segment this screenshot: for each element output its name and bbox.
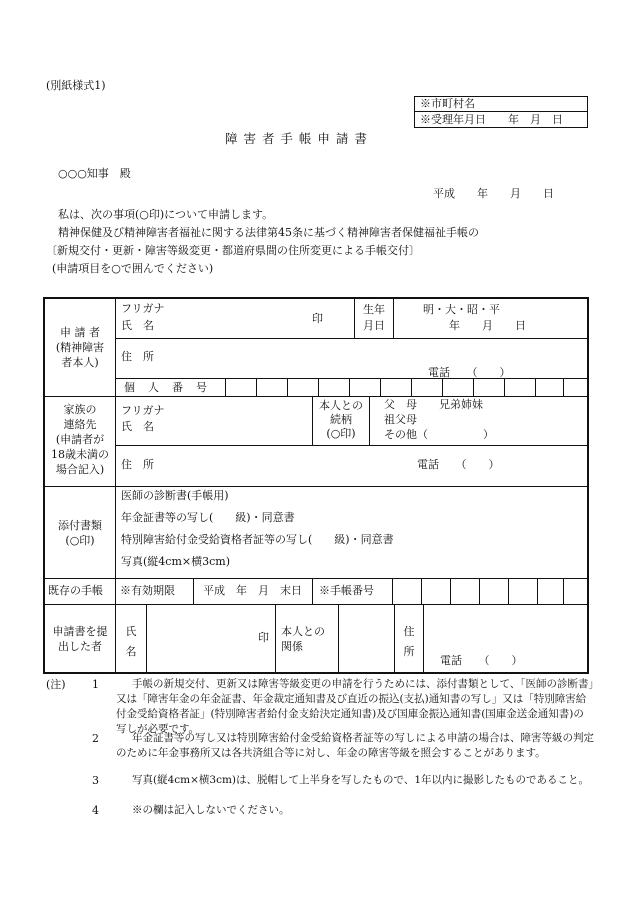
applicant-seal: 印 bbox=[312, 312, 323, 325]
attachment-medical-certificate: 医師の診断書(手帳用) bbox=[121, 489, 229, 502]
page-title: 障 害 者 手 帳 申 請 書 bbox=[225, 131, 368, 146]
note-1-text: 手帳の新規交付、更新又は障害等級変更の申請を行うためには、添付書類として、「医師の診断書」又は「障害年金の年金証書、年金裁定通知書及び直近の振込(支払)通知書の写し」又は「特別障害給付金受給資格者証」(特別障害者給付金支給決定通知書)及び国庫金振込通知書(国庫金送金通知書)の写しが必要です。 bbox=[116, 678, 594, 735]
applicant-furigana-label: フリガナ bbox=[121, 302, 165, 315]
validity-label: ※有効期限 bbox=[120, 584, 175, 597]
addressee: ○○○知事 殿 bbox=[58, 167, 131, 180]
submitter-section-label: 申請書を提 出した者 bbox=[52, 625, 108, 653]
attachment-special-benefit: 特別障害給付金受給資格者証等の写し( 級)・同意書 bbox=[121, 533, 394, 546]
attachments-section-label: 添付書類 (○印) bbox=[58, 519, 102, 547]
birth-era: 明・大・昭・平 bbox=[423, 303, 500, 316]
intro-line-2: 精神保健及び精神障害者福祉に関する法律第45条に基づく精神障害者保健福祉手帳の bbox=[58, 226, 479, 239]
note-3-text: 写真(縦4cm×横3cm)は、脱帽して上半身を写したもので、1年以内に撮影したものであること。 bbox=[132, 774, 589, 786]
applicant-address-label: 住 所 bbox=[121, 350, 154, 363]
attachment-pension-certificate: 年金証書等の写し( 級)・同意書 bbox=[121, 511, 295, 524]
applicant-name-label: 氏 名 bbox=[121, 319, 154, 332]
contact-phone: 電話 （ ） bbox=[417, 458, 500, 471]
note-4-number: 4 bbox=[92, 804, 99, 817]
contact-furigana-label: フリガナ bbox=[121, 404, 165, 417]
contact-relation-label: 本人との 続柄 (○印) bbox=[319, 399, 363, 440]
relation-option-other: その他（ ） bbox=[384, 428, 494, 441]
birth-label-1: 生年 bbox=[363, 303, 385, 316]
submitter-relation-label: 本人との 関係 bbox=[281, 625, 325, 653]
form-number: (別紙様式1) bbox=[46, 79, 106, 92]
note-3-number: 3 bbox=[92, 774, 99, 787]
applicant-section-label: 申 請 者 (精神障害 者本人) bbox=[55, 326, 105, 369]
relation-option-grandparents: 祖父母 bbox=[384, 413, 417, 426]
receipt-date-label: ※受理年月日 年 月 日 bbox=[420, 113, 563, 126]
intro-line-4: (申請項目を○で囲んでください) bbox=[52, 262, 214, 275]
existing-notebook-label: 既存の手帳 bbox=[48, 584, 103, 597]
birth-label-2: 月日 bbox=[363, 319, 385, 332]
contact-section-label: 家族の 連絡先 (申請者が 18歳未満の 場合記入) bbox=[51, 403, 109, 476]
validity-date: 平成 年 月 末日 bbox=[203, 584, 302, 597]
submitter-phone: 電話 （ ） bbox=[440, 654, 523, 667]
submitter-address-label: 住 所 bbox=[403, 625, 415, 658]
notebook-number-label: ※手帳番号 bbox=[319, 584, 374, 597]
attachment-photo: 写真(縦4cm×横3cm) bbox=[121, 555, 230, 568]
contact-name-label: 氏 名 bbox=[121, 420, 154, 433]
note-4-text: ※の欄は記入しないでください。 bbox=[132, 804, 290, 816]
note-1-number: 1 bbox=[92, 678, 99, 691]
applicant-phone: 電話 （ ） bbox=[428, 366, 511, 379]
municipality-label: ※市町村名 bbox=[420, 97, 475, 110]
relation-option-parents: 父 母 兄弟姉妹 bbox=[384, 398, 483, 411]
submitter-name-label: 氏 名 bbox=[125, 625, 137, 658]
my-number-label: 個 人 番 号 bbox=[124, 381, 208, 394]
submitter-seal: 印 bbox=[258, 631, 269, 644]
intro-line-1: 私は、次の事項(○印)について申請します。 bbox=[58, 208, 274, 221]
notes-label: (注) bbox=[46, 678, 66, 691]
birth-ymd: 年 月 日 bbox=[449, 319, 526, 332]
application-date: 平成 年 月 日 bbox=[433, 187, 554, 200]
intro-line-3: 〔新規交付・更新・障害等級変更・都道府県間の住所変更による手帳交付〕 bbox=[46, 244, 420, 257]
note-2-number: 2 bbox=[92, 732, 99, 745]
note-2-text: 年金証書等の写し又は特別障害給付金受給資格者証等の写しによる申請の場合は、障害等級の判定のために年金事務所又は各共済組合等に対し、年金の障害等級を照会することがあります。 bbox=[116, 732, 594, 759]
contact-address-label: 住 所 bbox=[121, 458, 154, 471]
